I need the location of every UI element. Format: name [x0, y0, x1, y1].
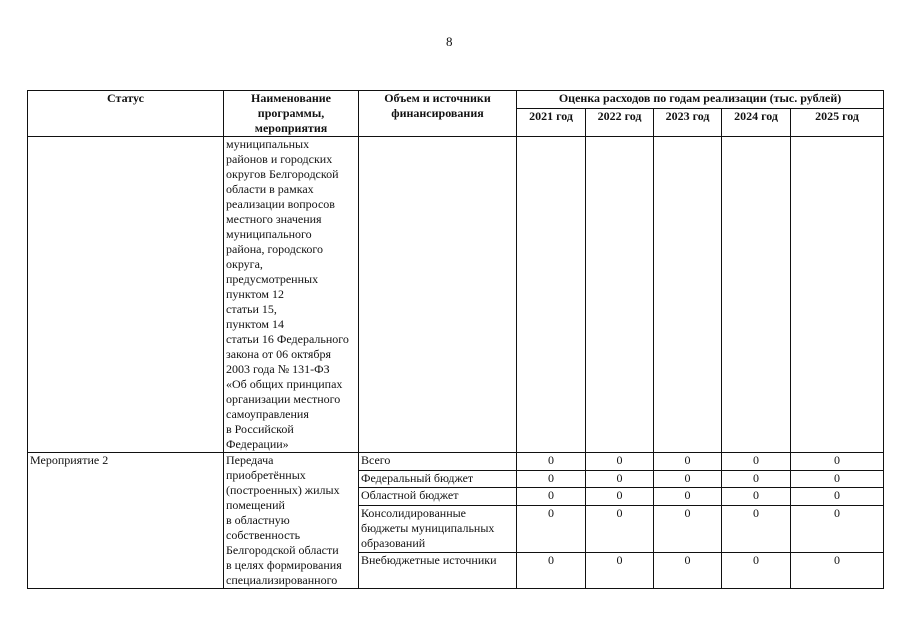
- source-federal-budget: Федеральный бюджет: [359, 470, 517, 488]
- value-cell: 0: [586, 505, 654, 552]
- name-line: местного значения: [226, 212, 322, 226]
- header-year-2025: 2025 год: [791, 108, 884, 136]
- name-line: приобретённых: [226, 468, 306, 482]
- name-line: Белгородской области: [226, 543, 339, 557]
- value-cell: 0: [654, 552, 722, 588]
- value-cell: 0: [791, 488, 884, 506]
- name-line: реализации вопросов: [226, 197, 335, 211]
- year-cell-empty: [517, 137, 586, 453]
- value-cell: 0: [722, 470, 791, 488]
- status-event-2: Мероприятие 2: [28, 453, 224, 589]
- value-cell: 0: [791, 552, 884, 588]
- header-years-group: Оценка расходов по годам реализации (тыс. рублей): [517, 91, 884, 109]
- header-year-2024: 2024 год: [722, 108, 791, 136]
- name-line: округов Белгородской: [226, 167, 339, 181]
- year-cell-empty: [654, 137, 722, 453]
- year-cell-empty: [722, 137, 791, 453]
- name-line: муниципального: [226, 227, 312, 241]
- value-cell: 0: [586, 488, 654, 506]
- name-line: предусмотренных: [226, 272, 319, 286]
- source-total: Всего: [359, 453, 517, 471]
- header-name: Наименование программы, мероприятия: [224, 91, 359, 137]
- header-year-2022: 2022 год: [586, 108, 654, 136]
- financing-cell-empty: [359, 137, 517, 453]
- name-line: (построенных) жилых: [226, 483, 340, 497]
- budget-table: [27, 90, 884, 589]
- name-line: статьи 16 Федерального: [226, 332, 349, 346]
- value-cell: 0: [517, 505, 586, 552]
- status-cell-empty: [28, 137, 224, 453]
- source-regional-budget: Областной бюджет: [359, 488, 517, 506]
- header-year-2023: 2023 год: [654, 108, 722, 136]
- table-row-total: [28, 453, 884, 471]
- source-municipal-budgets: Консолидированные бюджеты муниципальных образований: [359, 505, 517, 552]
- source-extrabudgetary: Внебюджетные источники: [359, 552, 517, 588]
- value-cell: 0: [722, 505, 791, 552]
- name-line: области в рамках: [226, 182, 314, 196]
- program-name-event-2: [224, 453, 359, 589]
- value-cell: 0: [517, 470, 586, 488]
- name-line: закона от 06 октября: [226, 347, 332, 361]
- value-cell: 0: [654, 453, 722, 471]
- value-cell: 0: [654, 470, 722, 488]
- name-line: собственность: [226, 528, 301, 542]
- table-row-continuation: [28, 137, 884, 453]
- year-cell-empty: [791, 137, 884, 453]
- value-cell: 0: [791, 470, 884, 488]
- name-line: в целях формирования: [226, 558, 342, 572]
- name-line: района, городского: [226, 242, 324, 256]
- name-line: организации местного: [226, 392, 341, 406]
- name-line: самоуправления: [226, 407, 309, 421]
- value-cell: 0: [586, 470, 654, 488]
- name-line: пунктом 14: [226, 317, 284, 331]
- name-line: помещений: [226, 498, 285, 512]
- name-line: муниципальных: [226, 137, 310, 151]
- name-line: 2003 года № 131-ФЗ: [226, 362, 330, 376]
- name-line: специализированного: [226, 573, 338, 587]
- page-number: 8: [446, 34, 453, 49]
- value-cell: 0: [586, 552, 654, 588]
- value-cell: 0: [654, 505, 722, 552]
- name-line: в областную: [226, 513, 290, 527]
- name-line: пунктом 12: [226, 287, 284, 301]
- header-year-2021: 2021 год: [517, 108, 586, 136]
- name-line: районов и городских: [226, 152, 333, 166]
- value-cell: 0: [791, 453, 884, 471]
- header-financing: Объем и источники финансирования: [359, 91, 517, 137]
- year-cell-empty: [586, 137, 654, 453]
- name-line: Передача: [226, 453, 274, 467]
- value-cell: 0: [722, 552, 791, 588]
- name-line: «Об общих принципах: [226, 377, 343, 391]
- name-line: округа,: [226, 257, 263, 271]
- name-line: Федерации»: [226, 437, 289, 451]
- value-cell: 0: [791, 505, 884, 552]
- name-line: в Российской: [226, 422, 294, 436]
- value-cell: 0: [722, 488, 791, 506]
- value-cell: 0: [517, 453, 586, 471]
- header-status: Статус: [28, 91, 224, 137]
- value-cell: 0: [517, 552, 586, 588]
- program-name-continuation: [224, 137, 359, 453]
- value-cell: 0: [722, 453, 791, 471]
- value-cell: 0: [654, 488, 722, 506]
- value-cell: 0: [517, 488, 586, 506]
- name-line: статьи 15,: [226, 302, 277, 316]
- value-cell: 0: [586, 453, 654, 471]
